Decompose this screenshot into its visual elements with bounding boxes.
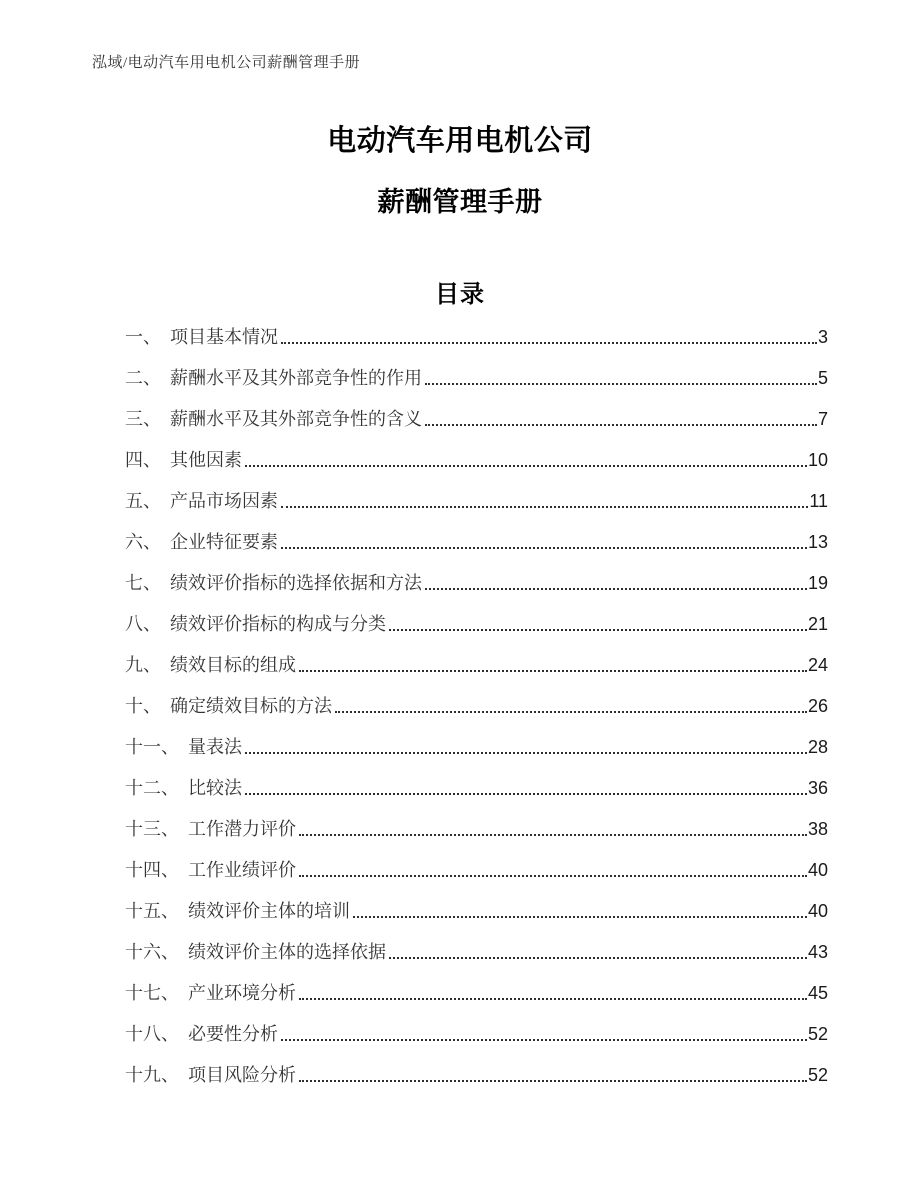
toc-entry-title: 工作潜力评价 xyxy=(188,819,296,839)
toc-dot-leader xyxy=(299,875,807,877)
toc-entry[interactable] xyxy=(125,687,828,728)
toc-entry-number: 十四、 xyxy=(125,860,179,880)
toc-entry[interactable] xyxy=(125,482,828,523)
toc-entry[interactable] xyxy=(125,974,828,1015)
toc-entry-title: 薪酬水平及其外部竞争性的作用 xyxy=(170,368,422,388)
toc-entry-page: 10 xyxy=(807,450,828,470)
toc-dot-leader xyxy=(353,916,807,918)
toc-entry-page: 5 xyxy=(817,368,828,388)
toc-entry-title: 产业环境分析 xyxy=(188,983,296,1003)
toc-entry-number: 十九、 xyxy=(125,1065,179,1085)
toc-entry-title: 绩效评价指标的构成与分类 xyxy=(170,614,386,634)
toc-entry-number: 七、 xyxy=(125,573,161,593)
toc-entry-title: 薪酬水平及其外部竞争性的含义 xyxy=(170,409,422,429)
toc-heading: 目录 xyxy=(435,281,485,308)
toc-dot-leader xyxy=(299,1080,807,1082)
toc-dot-leader xyxy=(299,834,807,836)
toc-entry-page: 52 xyxy=(807,1065,828,1085)
toc-entry[interactable] xyxy=(125,646,828,687)
toc-entry[interactable] xyxy=(125,359,828,400)
toc-entry-number: 十一、 xyxy=(125,737,179,757)
toc-entry-number: 十二、 xyxy=(125,778,179,798)
toc-entry[interactable] xyxy=(125,1056,828,1097)
toc-entry[interactable] xyxy=(125,523,828,564)
toc-entry[interactable] xyxy=(125,728,828,769)
toc-dot-leader xyxy=(281,342,817,344)
toc-entry-page: 24 xyxy=(807,655,828,675)
toc-entry-number: 五、 xyxy=(125,491,161,511)
toc-entry-page: 26 xyxy=(807,696,828,716)
toc-list xyxy=(125,318,828,1097)
toc-entry-number: 三、 xyxy=(125,409,161,429)
toc-entry[interactable] xyxy=(125,400,828,441)
toc-entry-page: 3 xyxy=(817,327,828,347)
toc-entry-number: 十八、 xyxy=(125,1024,179,1044)
toc-dot-leader xyxy=(299,670,807,672)
toc-entry-page: 11 xyxy=(809,491,828,511)
toc-dot-leader xyxy=(425,383,817,385)
toc-entry[interactable] xyxy=(125,933,828,974)
toc-dot-leader xyxy=(245,793,807,795)
toc-entry-page: 19 xyxy=(807,573,828,593)
toc-dot-leader xyxy=(245,465,807,467)
toc-entry[interactable] xyxy=(125,851,828,892)
toc-entry-title: 必要性分析 xyxy=(188,1024,278,1044)
toc-entry-page: 45 xyxy=(807,983,828,1003)
toc-entry-number: 一、 xyxy=(125,327,161,347)
toc-entry-number: 十、 xyxy=(125,696,161,716)
toc-entry-title: 项目风险分析 xyxy=(188,1065,296,1085)
toc-entry-page: 36 xyxy=(807,778,828,798)
toc-entry[interactable] xyxy=(125,810,828,851)
toc-entry-title: 比较法 xyxy=(188,778,242,798)
toc-entry-page: 40 xyxy=(807,860,828,880)
toc-entry-title: 工作业绩评价 xyxy=(188,860,296,880)
toc-entry-title: 项目基本情况 xyxy=(170,327,278,347)
toc-entry-page: 43 xyxy=(807,942,828,962)
toc-entry-number: 十三、 xyxy=(125,819,179,839)
toc-entry[interactable] xyxy=(125,769,828,810)
toc-entry-page: 7 xyxy=(817,409,828,429)
toc-entry-title: 其他因素 xyxy=(170,450,242,470)
toc-entry[interactable] xyxy=(125,1015,828,1056)
toc-entry-page: 28 xyxy=(807,737,828,757)
toc-dot-leader xyxy=(245,752,807,754)
toc-entry-number: 九、 xyxy=(125,655,161,675)
document-header: 泓域/电动汽车用电机公司薪酬管理手册 xyxy=(92,55,361,71)
toc-dot-leader xyxy=(281,1039,807,1041)
toc-entry-title: 确定绩效目标的方法 xyxy=(170,696,332,716)
toc-entry-page: 38 xyxy=(807,819,828,839)
toc-entry-number: 四、 xyxy=(125,450,161,470)
toc-entry-page: 21 xyxy=(807,614,828,634)
toc-dot-leader xyxy=(425,424,817,426)
toc-entry-number: 八、 xyxy=(125,614,161,634)
toc-entry-page: 40 xyxy=(807,901,828,921)
toc-entry-title: 绩效评价主体的选择依据 xyxy=(188,942,386,962)
toc-dot-leader xyxy=(281,506,808,508)
toc-entry-title: 企业特征要素 xyxy=(170,532,278,552)
toc-dot-leader xyxy=(389,629,807,631)
document-title-line1: 电动汽车用电机公司 xyxy=(327,125,593,157)
toc-entry-page: 13 xyxy=(807,532,828,552)
toc-entry[interactable] xyxy=(125,564,828,605)
toc-entry[interactable] xyxy=(125,605,828,646)
toc-dot-leader xyxy=(389,957,807,959)
toc-entry[interactable] xyxy=(125,892,828,933)
toc-dot-leader xyxy=(281,547,807,549)
toc-entry[interactable] xyxy=(125,441,828,482)
toc-entry[interactable] xyxy=(125,318,828,359)
toc-entry-title: 绩效评价指标的选择依据和方法 xyxy=(170,573,422,593)
toc-entry-title: 量表法 xyxy=(188,737,242,757)
toc-entry-number: 十七、 xyxy=(125,983,179,1003)
toc-entry-number: 六、 xyxy=(125,532,161,552)
toc-entry-page: 52 xyxy=(807,1024,828,1044)
toc-dot-leader xyxy=(299,998,807,1000)
document-title-line2: 薪酬管理手册 xyxy=(377,187,543,217)
toc-entry-number: 十五、 xyxy=(125,901,179,921)
toc-dot-leader xyxy=(335,711,807,713)
toc-entry-title: 绩效评价主体的培训 xyxy=(188,901,350,921)
toc-entry-number: 二、 xyxy=(125,368,161,388)
toc-entry-title: 绩效目标的组成 xyxy=(170,655,296,675)
toc-entry-number: 十六、 xyxy=(125,942,179,962)
toc-entry-title: 产品市场因素 xyxy=(170,491,278,511)
toc-dot-leader xyxy=(425,588,807,590)
